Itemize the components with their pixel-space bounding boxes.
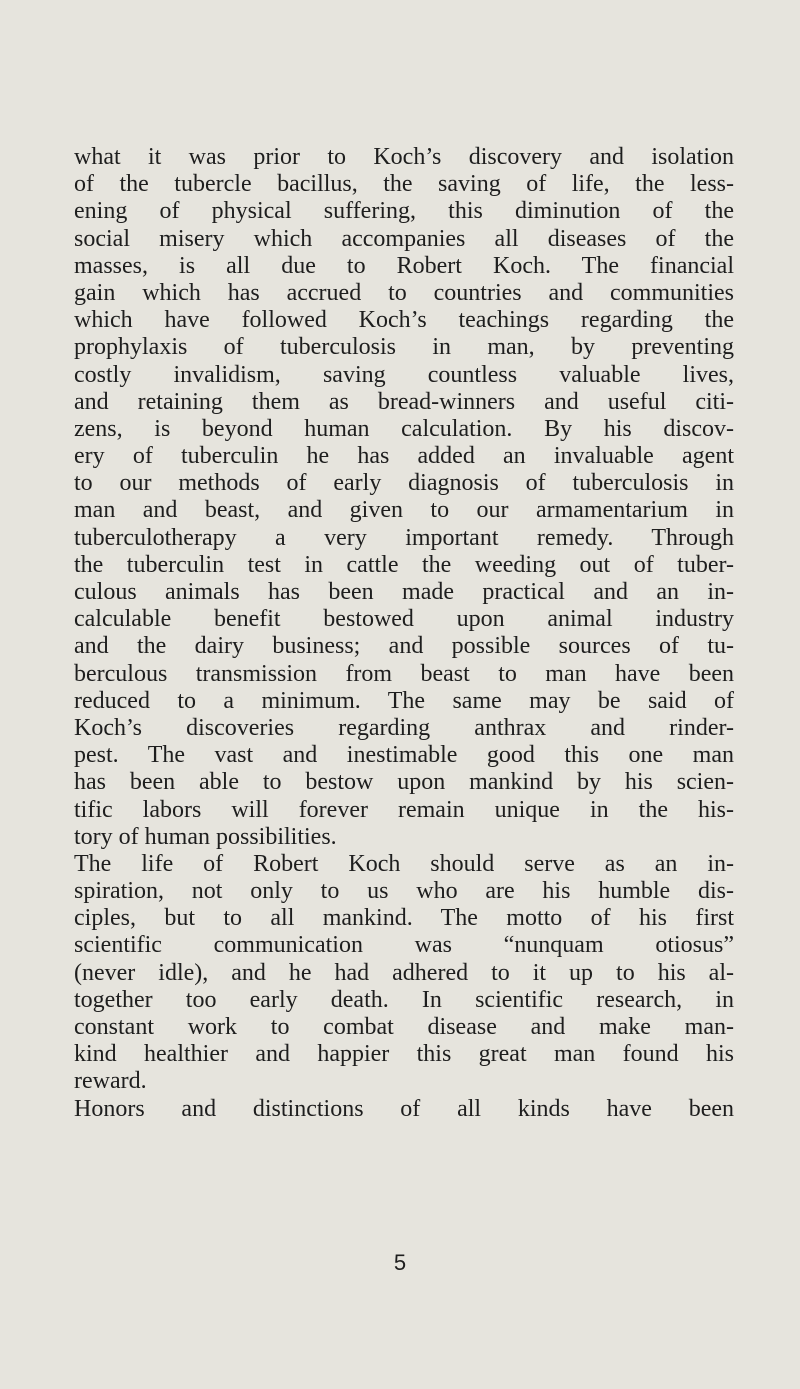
text-line: of the tubercle bacillus, the saving of life, the less-: [74, 171, 734, 198]
text-line: to our methods of early diagnosis of tuberculosis in: [74, 470, 734, 497]
text-line: has been able to bestow upon mankind by his scien-: [74, 769, 734, 796]
text-line: ening of physical suffering, this diminution of the: [74, 198, 734, 225]
text-line: pest. The vast and inestimable good this one man: [74, 742, 734, 769]
text-line: calculable benefit bestowed upon animal industry: [74, 606, 734, 633]
text-line: constant work to combat disease and make man-: [74, 1014, 734, 1040]
text-line: together too early death. In scientific research, in: [74, 986, 734, 1013]
text-line: zens, is beyond human calculation. By his discov-: [74, 415, 734, 442]
text-line: and retaining them as bread-winners and useful citi-: [74, 388, 734, 415]
text-line: prophylaxis of tuberculosis in man, by preventing: [74, 334, 734, 361]
text-line: scientific communication was “nunquam otiosus”: [74, 932, 734, 959]
text-line: culous animals has been made practical and an in-: [74, 579, 734, 605]
body-text: [74, 144, 734, 1123]
text-line: reward.: [74, 1068, 147, 1095]
text-line: ciples, but to all mankind. The motto of his first: [74, 905, 734, 932]
text-line: social misery which accompanies all diseases of the: [74, 225, 734, 252]
text-line: spiration, not only to us who are his humble dis-: [74, 878, 734, 905]
text-line: tory of human possibilities.: [74, 823, 337, 850]
text-line: and the dairy business; and possible sources of tu-: [74, 633, 734, 660]
text-line: man and beast, and given to our armamentarium in: [74, 497, 734, 524]
text-line: costly invalidism, saving countless valuable lives,: [74, 361, 734, 388]
text-line: the tuberculin test in cattle the weeding out of tuber-: [74, 551, 734, 578]
text-line: ery of tuberculin he has added an invaluable agent: [74, 443, 734, 470]
page-number: 5: [393, 1250, 407, 1275]
text-line: tuberculotherapy a very important remedy. Through: [74, 524, 734, 551]
text-line: what it was prior to Koch’s discovery and isolation: [74, 144, 734, 170]
text-line: (never idle), and he had adhered to it up to his al-: [74, 959, 734, 986]
text-line: Honors and distinctions of all kinds have been: [74, 1095, 734, 1122]
text-line: berculous transmission from beast to man have been: [74, 660, 734, 687]
text-line: which have followed Koch’s teachings regarding the: [74, 307, 734, 334]
text-line: kind healthier and happier this great man found his: [74, 1041, 734, 1068]
text-line: masses, is all due to Robert Koch. The financial: [74, 252, 734, 279]
text-line: The life of Robert Koch should serve as an in-: [74, 850, 734, 877]
text-line: tific labors will forever remain unique in the his-: [74, 796, 734, 823]
text-line: Koch’s discoveries regarding anthrax and rinder-: [74, 714, 734, 741]
text-line: reduced to a minimum. The same may be said of: [74, 687, 734, 714]
text-line: gain which has accrued to countries and communities: [74, 279, 734, 306]
